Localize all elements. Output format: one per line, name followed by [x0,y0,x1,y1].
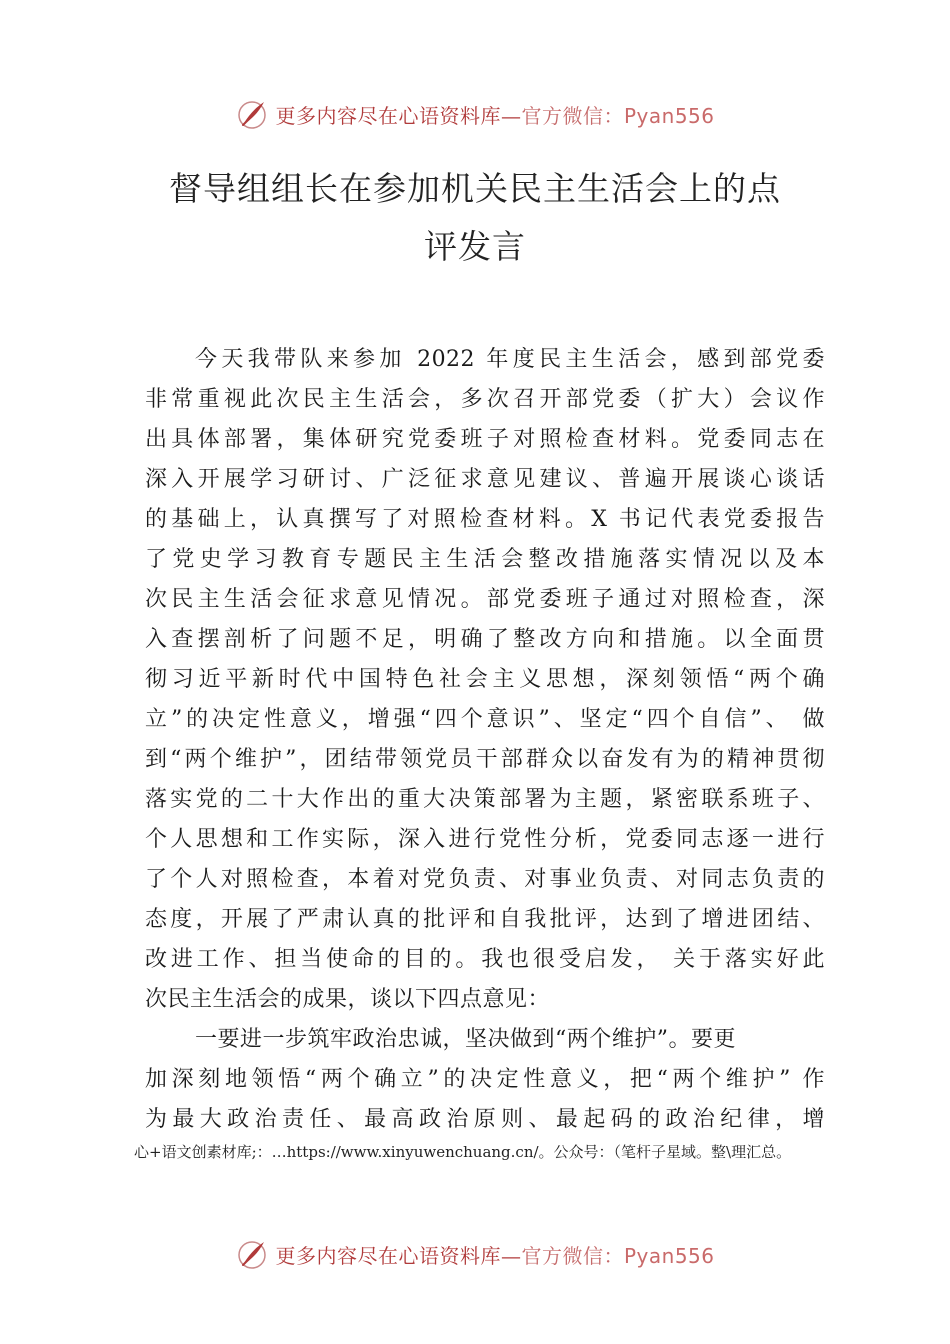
body-line: 彻习近平新时代中国特色社会主义思想，深刻领悟“两个确 [145,667,825,692]
document-body [145,340,825,1140]
body-line: 为最大政治责任、最高政治原则、最起码的政治纪律，增 [145,1107,825,1132]
watermark-title: 更多内容尽在心语资料库 [275,1243,501,1268]
watermark-footer [0,1232,950,1276]
watermark-header [0,92,950,136]
body-line: 深入开展学习研讨、广泛征求意见建议、普遍开展谈心谈话 [145,467,825,492]
watermark-separator: — [500,103,522,128]
body-line: 次民主生活会征求意见情况。部党委班子通过对照检查，深 [145,587,825,612]
body-line: 态度，开展了严肃认真的批评和自我批评，达到了增进团结、 [145,907,825,932]
body-line: 加深刻地领悟“两个确立”的决定性意义，把“两个维护” 作 [145,1067,825,1092]
body-line: 个人思想和工作实际，深入进行党性分析，党委同志逐一进行 [145,827,825,852]
body-line: 出具体部署，集体研究党委班子对照检查材料。党委同志在 [145,427,825,452]
body-line: 非常重视此次民主生活会，多次召开部党委（扩大）会议作 [145,387,825,412]
body-line: 的基础上，认真撰写了对照检查材料。X 书记代表党委报告 [145,507,825,532]
document-title [100,160,850,276]
body-line: 次民主生活会的成果，谈以下四点意见： [145,987,551,1012]
footer-note: 心+语文创素材库;：…https://www.xinyuwenchuang.cn/。公众号：（笔杆子星域。整\理汇总。 [134,1143,792,1161]
body-line: 一要进一步筑牢政治忠诚，坚决做到“两个维护”。要更 [195,1027,736,1052]
watermark-id: Pyan556 [623,103,715,128]
feather-logo-icon [235,97,269,131]
watermark-separator: — [500,1243,522,1268]
watermark-title: 更多内容尽在心语资料库 [275,103,501,128]
body-line: 了个人对照检查，本着对党负责、对事业负责、对同志负责的 [145,867,825,892]
watermark-text [275,100,714,129]
body-line: 了党史学习教育专题民主生活会整改措施落实情况以及本 [145,547,825,572]
watermark-id: Pyan556 [623,1243,715,1268]
title-line-2: 评发言 [424,227,526,266]
watermark-label: 官方微信： [521,103,624,128]
body-line: 到“两个维护”，团结带领党员干部群众以奋发有为的精神贯彻 [145,747,825,772]
body-line: 改进工作、担当使命的目的。我也很受启发， 关于落实好此 [145,947,825,972]
title-line-1: 督导组组长在参加机关民主生活会上的点 [169,169,781,208]
watermark-label: 官方微信： [521,1243,624,1268]
body-line: 落实党的二十大作出的重大决策部署为主题，紧密联系班子、 [145,787,825,812]
body-line: 立”的决定性意义，增强“四个意识”、坚定“四个自信”、 做 [145,707,825,732]
body-line: 入查摆剖析了问题不足，明确了整改方向和措施。以全面贯 [145,627,825,652]
body-line: 今天我带队来参加 2022 年度民主生活会，感到部党委 [195,347,825,372]
watermark-text [275,1240,714,1269]
feather-logo-icon [235,1237,269,1271]
